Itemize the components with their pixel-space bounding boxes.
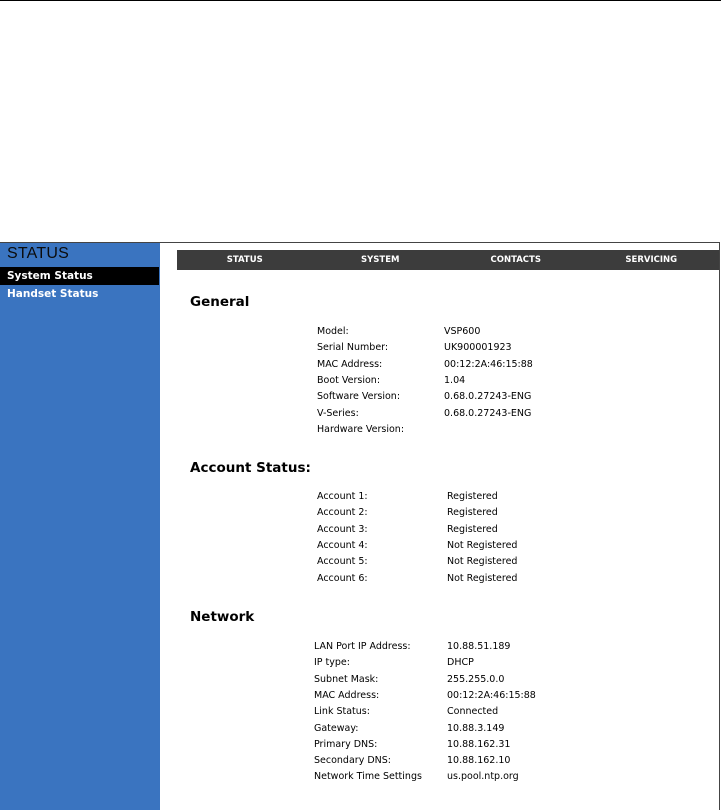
general-label: Hardware Version:	[317, 423, 405, 435]
network-value: 255.255.0.0	[447, 673, 505, 685]
general-row	[317, 390, 677, 404]
network-label: Primary DNS:	[314, 738, 378, 750]
tab-system[interactable]: SYSTEM	[361, 255, 400, 265]
network-value: DHCP	[447, 657, 474, 669]
network-label: Secondary DNS:	[314, 755, 391, 767]
network-value: 10.88.162.10	[447, 755, 511, 767]
general-label: Software Version:	[317, 391, 401, 403]
general-row	[317, 407, 677, 421]
network-value: 10.88.3.149	[447, 722, 505, 734]
general-value: UK900001923	[444, 342, 512, 354]
network-label: LAN Port IP Address:	[314, 641, 411, 652]
account-label: Account 1:	[317, 491, 368, 502]
network-value: 10.88.51.189	[447, 641, 511, 652]
network-value: 10.88.162.31	[447, 738, 511, 750]
account-row	[317, 490, 677, 504]
account-label: Account 4:	[317, 539, 368, 551]
tab-status[interactable]: STATUS	[226, 255, 263, 265]
tab-servicing[interactable]: SERVICING	[625, 255, 678, 265]
top-divider	[0, 0, 721, 1]
general-value: 0.68.0.27243-ENG	[444, 391, 532, 403]
network-value: us.pool.ntp.org	[447, 771, 519, 783]
network-row	[314, 640, 674, 654]
network-row	[314, 673, 674, 687]
general-heading: General	[190, 294, 250, 310]
account-label: Account 2:	[317, 507, 368, 519]
network-row	[314, 722, 674, 736]
network-label: IP type:	[314, 657, 350, 669]
network-row	[314, 689, 674, 703]
account-value: Registered	[447, 507, 498, 519]
network-row	[314, 656, 674, 670]
general-value: 00:12:2A:46:15:88	[444, 358, 533, 370]
general-value: 1.04	[444, 374, 466, 386]
account-value: Not Registered	[447, 556, 518, 568]
network-row	[314, 738, 674, 752]
general-row	[317, 374, 677, 388]
general-row	[317, 423, 677, 437]
network-value: Connected	[447, 706, 499, 718]
sidebar-title: STATUS	[7, 245, 69, 262]
account-row	[317, 572, 677, 586]
account-row	[317, 506, 677, 520]
network-label: Subnet Mask:	[314, 673, 379, 685]
general-label: V-Series:	[317, 407, 359, 419]
network-label: Link Status:	[314, 706, 370, 718]
general-label: Model:	[317, 326, 349, 337]
account-label: Account 5:	[317, 556, 368, 568]
account-value: Not Registered	[447, 572, 518, 584]
general-label: Boot Version:	[317, 374, 381, 386]
general-label: Serial Number:	[317, 342, 389, 354]
network-value: 00:12:2A:46:15:88	[447, 689, 536, 701]
general-row	[317, 358, 677, 372]
sidebar	[0, 243, 160, 810]
account-row	[317, 523, 677, 537]
general-row	[317, 325, 677, 339]
network-heading: Network	[190, 609, 255, 625]
sidebar-item-system-status[interactable]: System Status	[0, 267, 159, 285]
tab-contacts[interactable]: CONTACTS	[490, 255, 541, 265]
account-label: Account 6:	[317, 572, 368, 584]
account-status-heading: Account Status:	[190, 460, 311, 476]
network-label: Network Time Settings	[314, 771, 422, 783]
general-row	[317, 341, 677, 355]
network-label: Gateway:	[314, 722, 359, 734]
account-value: Registered	[447, 523, 498, 535]
sidebar-item-handset-status[interactable]: Handset Status	[7, 288, 99, 300]
network-row	[314, 770, 674, 784]
general-value: 0.68.0.27243-ENG	[444, 407, 532, 419]
network-label: MAC Address:	[314, 689, 380, 701]
network-row	[314, 705, 674, 719]
account-value: Registered	[447, 491, 498, 502]
general-label: MAC Address:	[317, 358, 383, 370]
network-row	[314, 754, 674, 768]
account-value: Not Registered	[447, 539, 518, 551]
account-row	[317, 555, 677, 569]
top-navigation	[177, 250, 719, 270]
account-label: Account 3:	[317, 523, 368, 535]
general-value: VSP600	[444, 326, 481, 337]
account-row	[317, 539, 677, 553]
